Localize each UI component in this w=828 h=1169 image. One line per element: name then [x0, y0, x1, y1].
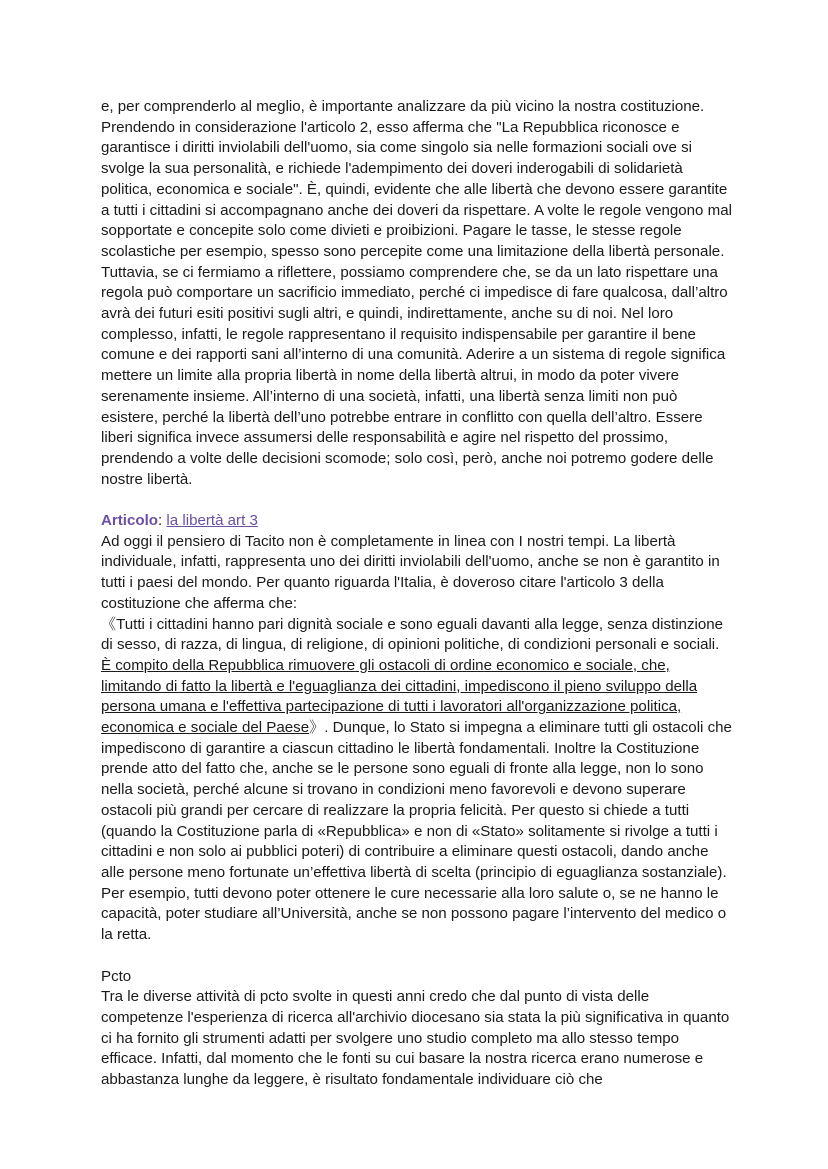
article-label: Articolo	[101, 512, 159, 530]
quote-start: 《Tutti i cittadini hanno pari dignità sociale e sono eguali davanti alla legge, senza distinzione di sesso, di razza, di lingua, di religione, di opinioni politiche, di condizioni personali e sociali.	[101, 615, 724, 654]
paragraph-liberta-intro: Ad oggi il pensiero di Tacito non è completamente in linea con I nostri tempi. La libertà individuale, infatti, rappresenta uno dei diritti inviolabili dell'uomo, anche se non è garantito in tutti i paesi del mondo. Per quanto riguarda l'Italia, è doveroso citare l'articolo 3 della costituzione che afferma che:	[101, 532, 720, 612]
paragraph-liberta-rest: 》. Dunque, lo Stato si impegna a eliminare tutti gli ostacoli che impediscono di garantire a ciascun cittadino le libertà fondamentali. Inoltre la Costituzione prende atto del fatto che, anche se le persone sono eguali di fronte alla legge, non lo sono nella società, perché alcune si trovano in condizioni meno favorevoli e devono superare ostacoli più grandi per cercare di realizzare la propria felicità. Per questo si chiede a tutti (quando la Costituzione parla di «Repubblica» e non di «Stato» solitamente si rivolge a tutti i cittadini e non solo ai pubblici poteri) di contribuire a eliminare questi ostacoli, dando anche alle persone meno fortunate un’effettiva libertà di scelta (principio di eguaglianza sostanziale). Per esempio, tutti devono poter ottenere le cure necessarie alla loro salute o, se ne hanno le capacità, poter studiare all’Università, anche se non possono pagare l’intervento del medico o la retta.	[101, 719, 732, 944]
article-link[interactable]: la libertà art 3	[166, 512, 258, 530]
article-heading	[101, 511, 732, 532]
quote-underlined: È compito della Repubblica rimuovere gli ostacoli di ordine economico e sociale, che, limitando di fatto la libertà e l'eguaglianza dei cittadini, impediscono il pieno sviluppo della persona umana e l'effettiva partecipazione di tutti i lavoratori all'organizzazione politica, economica e sociale del Paese	[101, 656, 698, 737]
article-separator: :	[158, 512, 167, 530]
paragraph-liberta	[101, 532, 732, 946]
paragraph-gap	[101, 946, 732, 967]
paragraph-pcto: Tra le diverse attività di pcto svolte in questi anni credo che dal punto di vista delle competenze l'esperienza di ricerca all'archivio diocesano sia stata la più significativa in quanto ci ha fornito gli strumenti adatti per svolgere uno studio completo ma allo stesso tempo efficace. Infatti, dal momento che le fonti su cui basare la nostra ricerca erano numerose e abbastanza lunghe da leggere, è risultato fondamentale individuare ciò che	[101, 988, 730, 1089]
paragraph-costituzione: e, per comprenderlo al meglio, è importante analizzare da più vicino la nostra costituzione. Prendendo in considerazione l'articolo 2, esso afferma che "La Repubblica riconosce e garantisce i diritti inviolabili dell'uomo, sia come singolo sia nelle formazioni sociali ove si svolge la sua personalità, e richiede l'adempimento dei doveri inderogabili di solidarietà politica, economica e sociale". È, quindi, evidente che alle libertà che devono essere garantite a tutti i cittadini si accompagnano anche dei doveri da rispettare. A volte le regole vengono mal sopportate e concepite solo come divieti e proibizioni. Pagare le tasse, le stesse regole scolastiche per esempio, spesso sono percepite come una limitazione della libertà personale. Tuttavia, se ci fermiamo a riflettere, possiamo comprendere che, se da un lato rispettare una regola può comportare un sacrificio immediato, perché ci impedisce di fare qualcosa, dall’altro avrà dei futuri esiti positivi sugli altri, e quindi, indirettamente, anche su di noi. Nel loro complesso, infatti, le regole rappresentano il requisito indispensabile per garantire il bene comune e dei rapporti sani all’interno di una comunità. Aderire a un sistema di regole significa mettere un limite alla propria libertà in nome della libertà altrui, in modo da poter vivere serenamente insieme. All’interno di una società, infatti, una libertà senza limiti non può esistere, perché la libertà dell’uno potrebbe entrare in conflitto con quella dell’altro. Essere liberi significa invece assumersi delle responsabilità e agire nel rispetto del prossimo, prendendo a volte delle decisioni scomode; solo così, però, anche noi potremo godere delle nostre libertà.	[101, 98, 732, 488]
paragraph-gap	[101, 490, 732, 511]
pcto-heading: Pcto	[101, 967, 132, 985]
